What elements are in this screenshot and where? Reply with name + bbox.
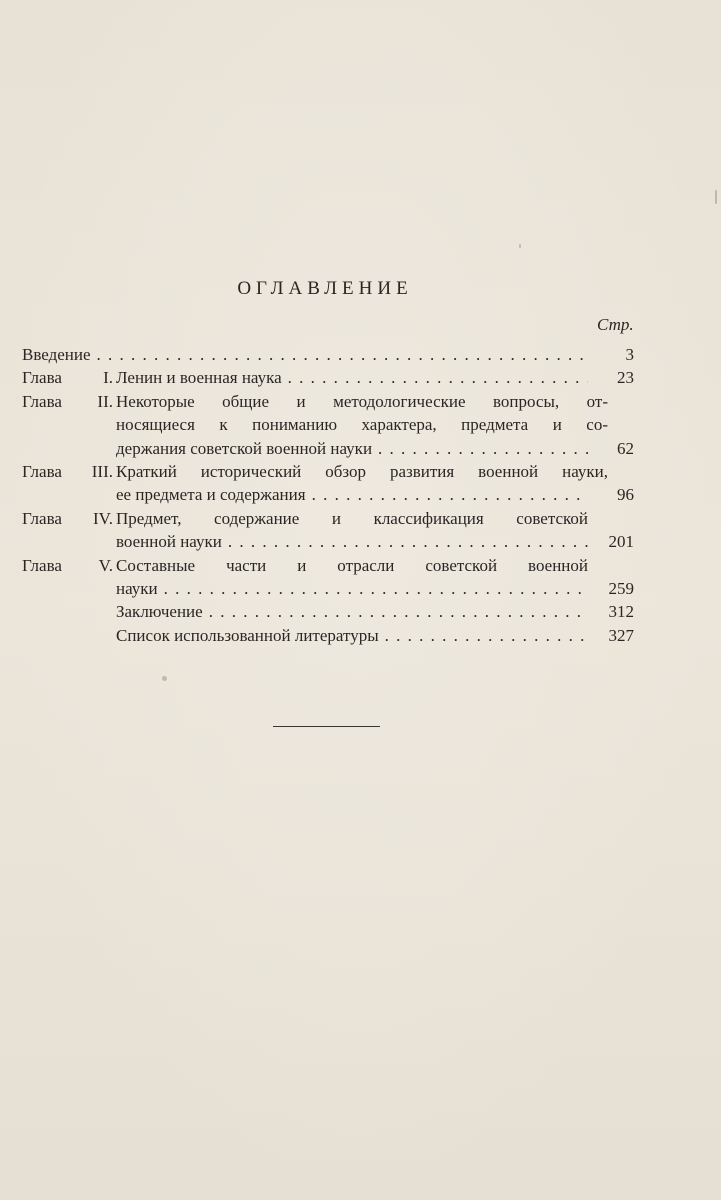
chapter-number: II. (97, 391, 113, 411)
chapter-word: Глава (22, 368, 62, 388)
leader-dots (379, 624, 588, 647)
chapter-number: III. (91, 462, 113, 482)
entry-page-number: 96 (617, 485, 634, 505)
toc-title: ОГЛАВЛЕНИЕ (237, 278, 413, 299)
entry-title: Ленин и военная наука (116, 368, 282, 388)
chapter-word: Глава (22, 462, 62, 482)
entry-page-number: 23 (617, 368, 634, 388)
leader-dots (203, 600, 588, 623)
entry-title-line: Некоторые общие и методологические вопросы, от- (116, 391, 608, 411)
page-column-label: Стр. (597, 315, 634, 334)
entry-title-line: Предмет, содержание и классификация советской (116, 508, 588, 528)
chapter-word: Глава (22, 508, 62, 528)
leader-dots (222, 530, 588, 553)
closing-rule (273, 726, 380, 727)
table-of-contents (22, 343, 634, 647)
chapter-number: IV. (93, 508, 113, 528)
entry-page-number: 327 (608, 625, 634, 645)
leader-dots (91, 343, 588, 366)
chapter-word: Глава (22, 555, 62, 575)
entry-title-line: ее предмета и содержания (116, 485, 306, 505)
toc-entry-chapter-1[interactable] (22, 366, 634, 389)
entry-page-number: 62 (617, 438, 634, 458)
entry-title-line: науки (116, 579, 158, 599)
leader-dots (158, 577, 588, 600)
entry-title-line: Составные части и отрасли советской военной (116, 555, 588, 575)
leader-dots (306, 483, 588, 506)
entry-title-line: военной науки (116, 532, 222, 552)
entry-title-line: Краткий исторический обзор развития военной науки, (116, 462, 608, 482)
entry-page-number: 259 (608, 579, 634, 599)
chapter-word: Глава (22, 391, 62, 411)
leader-dots (372, 437, 588, 460)
entry-title: Заключение (116, 602, 203, 622)
entry-page-number: 201 (608, 532, 634, 552)
toc-entry-chapter-4[interactable] (22, 507, 634, 554)
entry-title: Список использованной литературы (116, 625, 379, 645)
entry-title: Введение (22, 345, 91, 364)
entry-title-line: держания советской военной науки (116, 438, 373, 458)
toc-entry-chapter-3[interactable] (22, 460, 634, 507)
toc-entry-chapter-2[interactable] (22, 390, 634, 460)
paper-speck (519, 244, 521, 248)
toc-entry-introduction[interactable] (22, 343, 634, 366)
entry-page-number: 3 (625, 345, 634, 364)
paper-speck (162, 676, 167, 681)
paper-speck (715, 190, 717, 204)
entry-page-number: 312 (608, 602, 634, 622)
toc-entry-chapter-5[interactable] (22, 554, 634, 601)
chapter-number: I. (103, 368, 113, 388)
toc-entry-bibliography[interactable] (22, 624, 634, 647)
toc-entry-conclusion[interactable] (22, 600, 634, 623)
entry-title-line: носящиеся к пониманию характера, предмета и со- (116, 415, 608, 435)
chapter-number: V. (98, 555, 113, 575)
leader-dots (282, 366, 588, 389)
